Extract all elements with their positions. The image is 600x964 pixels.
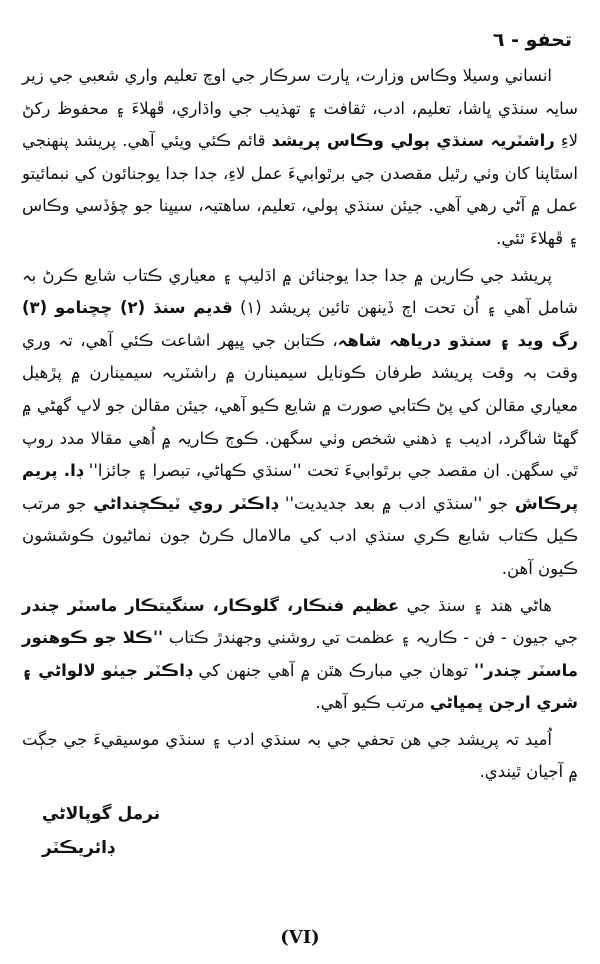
text-run: جي جيون - فن - ڪاريہ ۽ عظمت تي روشني وجهندڙ ڪتاب: [163, 628, 578, 648]
signature-block: [22, 797, 578, 865]
paragraph-1: [22, 60, 578, 256]
bold-text-run: راشٽريہ سنڌي ٻولي وڪاس پريشد: [271, 131, 555, 151]
section-heading: تحفو - ٦: [492, 29, 572, 51]
text-run: جو ''سنڌي ادب ۾ بعد جديديت'': [278, 493, 515, 513]
bold-text-run: قديم سنڌ (۲) چچنامو (۳) رگ ويد ۽ سنڌو درياهہ شاهہ: [22, 298, 578, 350]
bold-text-run: ڊاڪٽر روي ٽيڪچنداڻي: [93, 493, 279, 513]
bold-text-run: ڊاڪٽر جيٺو لالواڻي ۽ شري ارجن ڀمڀاڻي: [22, 660, 578, 713]
text-run: مرتب ڪيو آهي.: [315, 693, 430, 713]
signatory-name: نرمل گوپالاڻي: [42, 804, 161, 825]
bold-text-run: ڊا. پريم پرڪاش: [22, 461, 579, 513]
paragraph-2: [22, 260, 578, 586]
text-run: هاڻي هند ۽ سنڌ جي: [399, 595, 552, 615]
bold-text-run: عظيم فنڪار، گلوڪار، سنگيتڪار ماسٽر چندر: [22, 595, 400, 615]
text-run: ، ڪتابن جي ڀيهر اشاعت ڪئي آهي، تہ وري وقت بہ وقت پريشد طرفان ڪونايل سيمينارن ۾ راشٽريہ سيمينارن ۾ پڙهيل معياري مقالن کي پڻ ڪتابي صورت ۾ شايع ڪيو آهي، جيئن مقالن جو لاڀ گهڻي ۾ گهڻا شاگرد، اديب ۽ ذهني شخص وٺي سگهن. ڪوڄ ڪاريہ ۾ اُهي مقالا مدد روپ ٿي سگهن. ان مقصد جي برٿوابيءَ تحت ''سنڌي ڪهاڻي، تبصرا ۽ جائزا'': [22, 330, 578, 481]
text-run: پريشد جي ڪارين ۾ جدا جدا يوجنائن ۾ اڌليپ ۽ معياري ڪتاب شايع ڪرڻ بہ شامل آهي ۽ اُن تحت اڄ ڏينهن تائين پريشد (۱): [22, 265, 578, 318]
text-run: جو مرتب ڪيل ڪتاب شايع ڪري سنڌي ادب کي مالامال ڪرڻ جون نماڻيون ڪوششون ڪيون آهن.: [22, 493, 578, 578]
body-text: [22, 60, 578, 789]
text-run: قائم ڪئي ويئي آهي. پريشد پنهنجي اسٿاپنا کان وٺي رٿيل مقصدن جي برٿوابيءَ عمل لاءِ، جدا جدا يوجنائون کي نبمائيتو عمل ۾ آڻي رهي آهي. جيئن سنڌي ٻولي، تعليم، ساهتيہ، سيڀنا جو چؤڏسي وڪاس ۽ ڦهلاءَ ٿئي.: [22, 131, 578, 248]
paragraph-3: [22, 590, 578, 720]
signatory-title: ڊائريڪٽر: [42, 838, 115, 859]
bold-text-run: ''ڪلا جو ڪوهنور ماسٽر چندر'': [22, 628, 578, 680]
text-run: انساني وسيلا وڪاس وزارت، ڀارت سرڪار جي اوچ تعليم واري شعبي جي زير سايہ سنڌي ڀاشا، تعليم، ادب، ثقافت ۽ تهذيب جي واڌاري، ڦهلاءَ ۽ محفوظ رکڻ لاءِ: [22, 66, 578, 151]
paragraph-4: [22, 724, 578, 789]
text-run: اُميد تہ پريشد جي هن تحفي جي بہ سنڌي ادب ۽ سنڌي موسيقيءَ جي جڳت ۾ آجيان ٿيندي.: [22, 729, 578, 782]
text-run: توهان جي مبارڪ هٿن ۾ آهي جنهن کي: [192, 660, 475, 680]
page-number: (VI): [280, 927, 320, 948]
